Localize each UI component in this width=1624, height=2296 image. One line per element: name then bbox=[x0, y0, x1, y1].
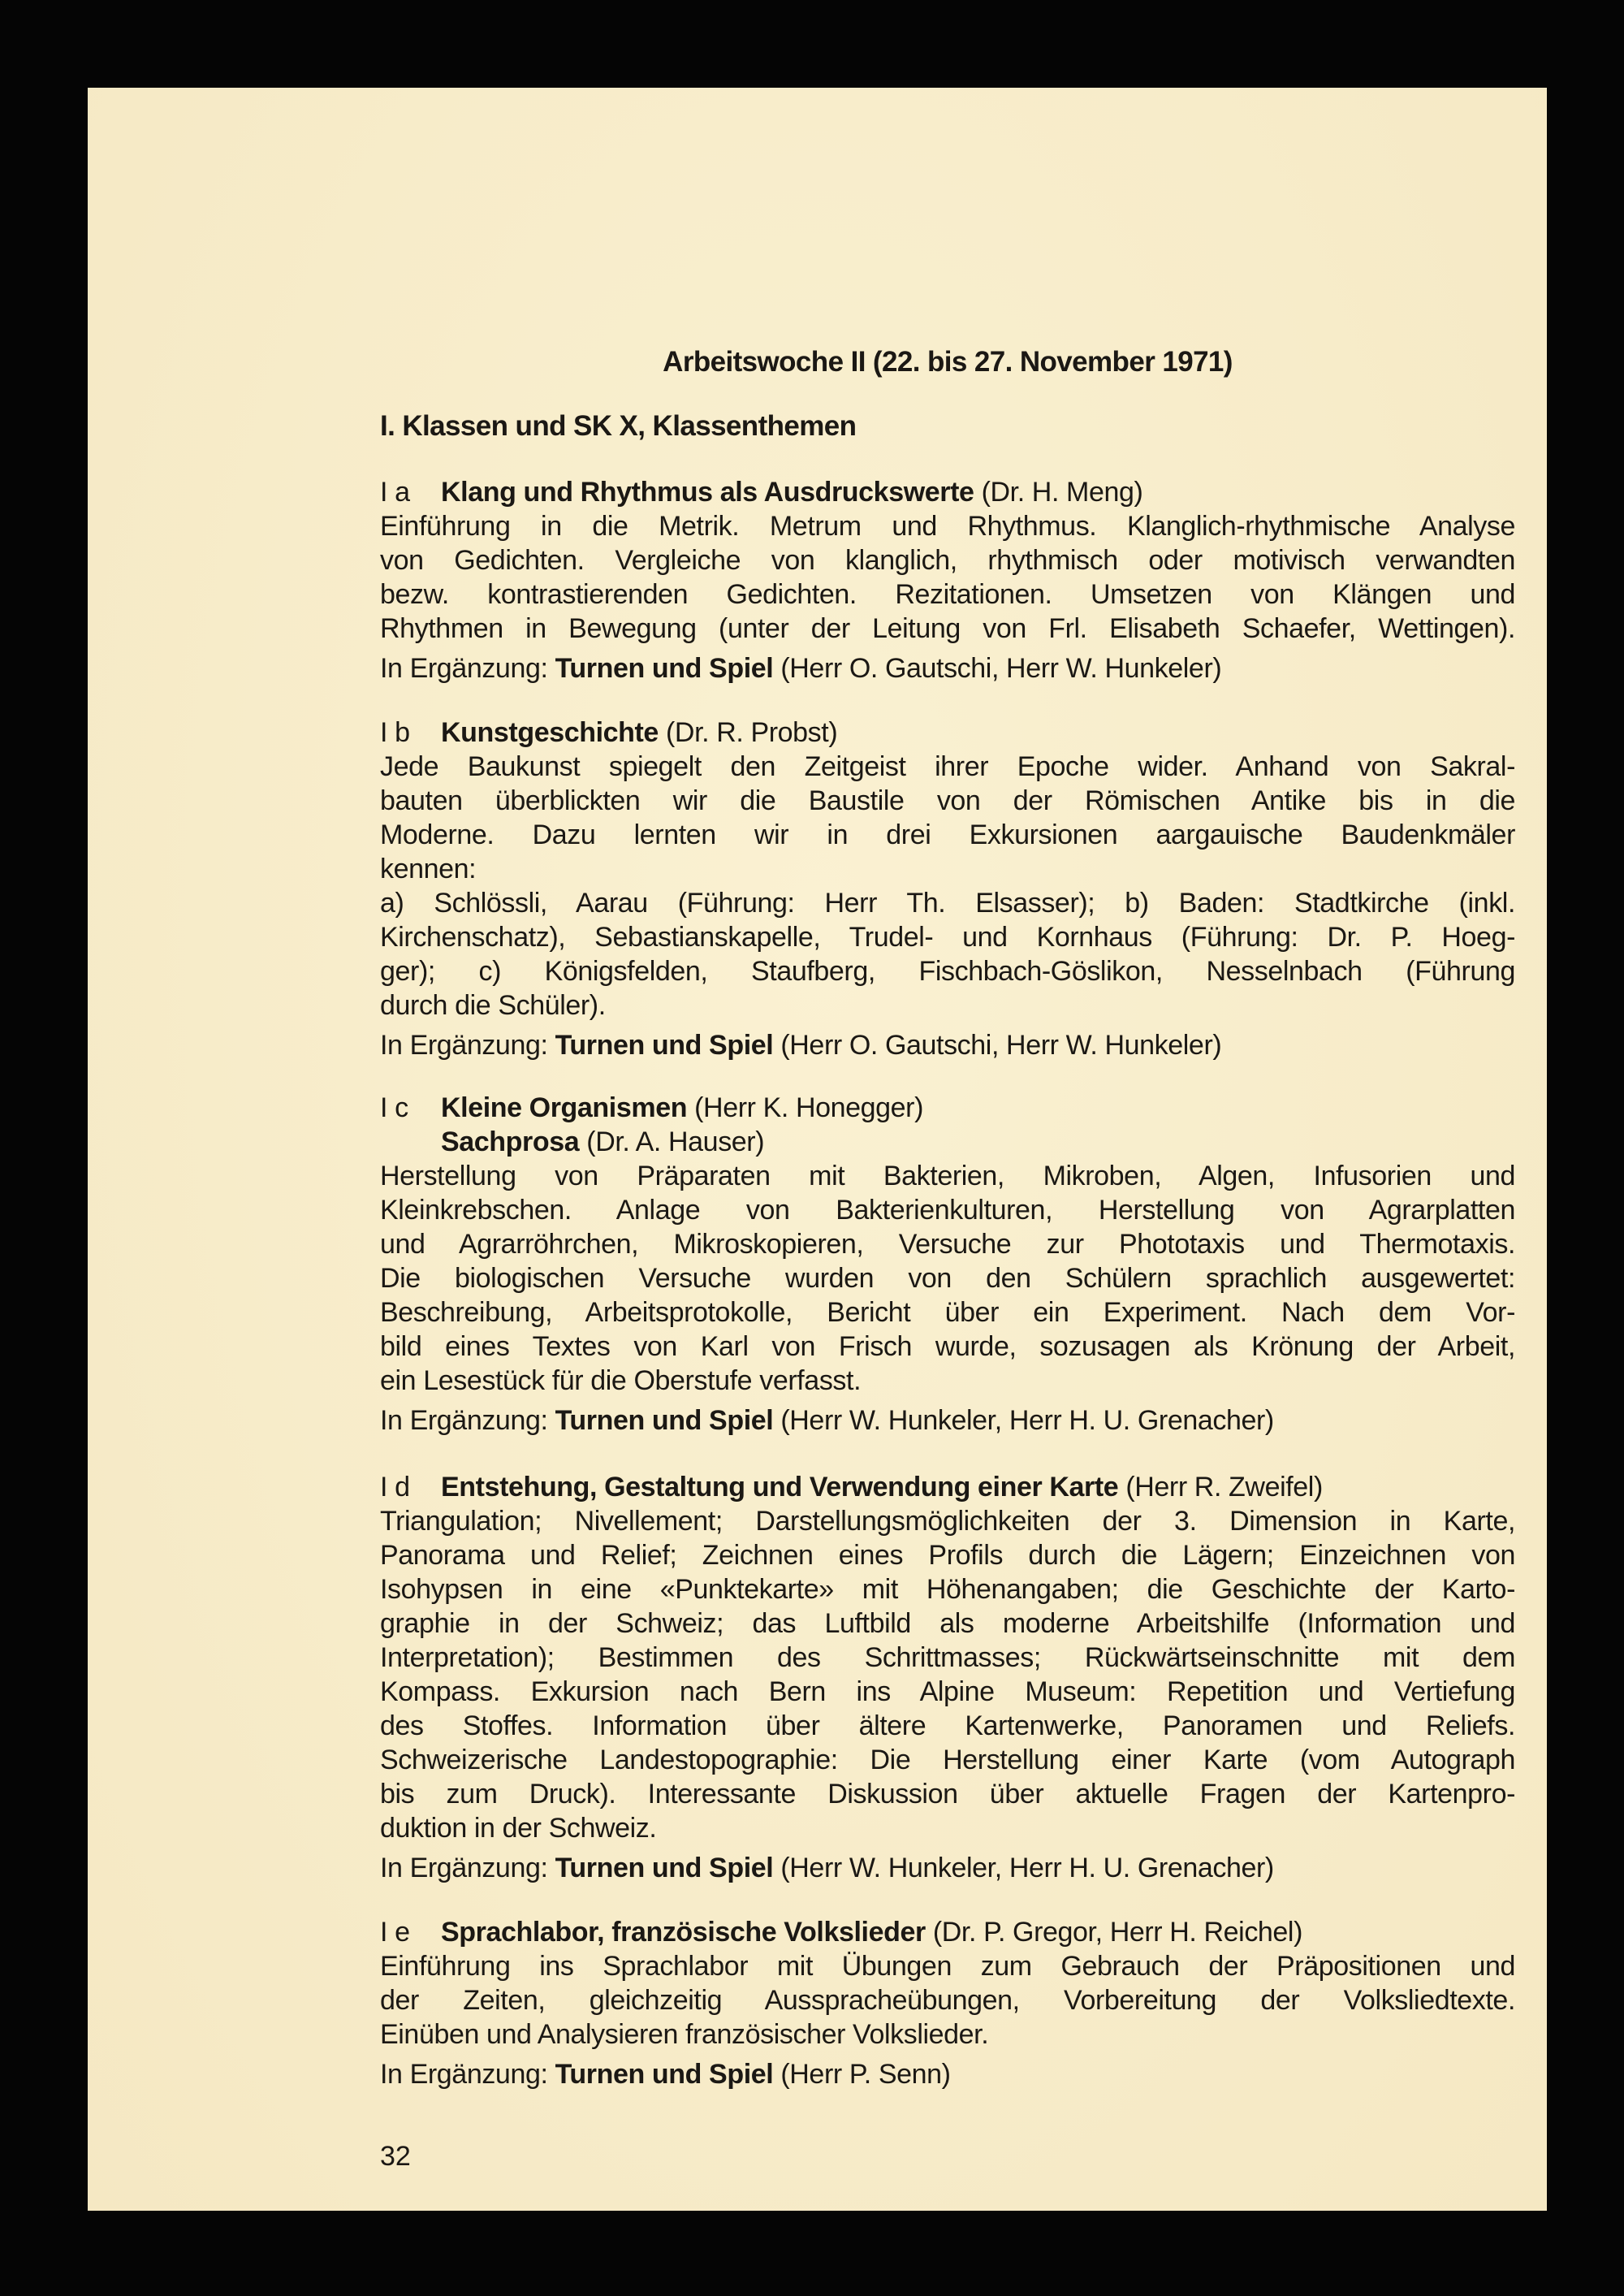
supplement-teachers: (Herr P. Senn) bbox=[773, 2059, 951, 2090]
supplement-teachers: (Herr W. Hunkeler, Herr H. U. Grenacher) bbox=[773, 1853, 1274, 1883]
topic-heading bbox=[380, 1125, 1515, 1159]
supplement-prefix: In Ergänzung: bbox=[380, 1405, 555, 1436]
supplement-line bbox=[380, 1851, 1515, 1885]
body-text-line: durch die Schüler). bbox=[380, 990, 606, 1021]
supplement-teachers: (Herr O. Gautschi, Herr W. Hunkeler) bbox=[773, 1030, 1222, 1061]
body-text-line: Schweizerische Landestopographie: Die Herstellung einer Karte (vom Autograph bbox=[380, 1745, 1515, 1775]
body-text-line: Kirchenschatz), Sebastianskapelle, Trudel- und Kornhaus (Führung: Dr. P. Hoeg- bbox=[380, 922, 1515, 953]
section-heading: I. Klassen und SK X, Klassenthemen bbox=[380, 410, 857, 442]
topic-title: Sprachlabor, französische Volkslieder bbox=[441, 1917, 926, 1948]
topic-heading bbox=[380, 475, 1515, 509]
body-text-line: Einführung ins Sprachlabor mit Übungen zum Gebrauch der Präpositionen und bbox=[380, 1951, 1515, 1982]
class-topic-section bbox=[380, 475, 1515, 685]
topic-title: Kunstgeschichte bbox=[441, 717, 659, 748]
body-text-line: und Agrarröhrchen, Mikroskopieren, Versuche zur Phototaxis und Thermotaxis. bbox=[380, 1229, 1515, 1260]
supplement-prefix: In Ergänzung: bbox=[380, 653, 555, 684]
body-text-line: bild eines Textes von Karl von Frisch wurde, sozusagen als Krönung der Arbeit, bbox=[380, 1331, 1515, 1362]
topic-teacher: (Dr. A. Hauser) bbox=[579, 1126, 765, 1157]
supplement-prefix: In Ergänzung: bbox=[380, 1030, 555, 1061]
body-text-line: graphie in der Schweiz; das Luftbild als moderne Arbeitshilfe (Information und bbox=[380, 1608, 1515, 1639]
body-text-line: ger); c) Königsfelden, Staufberg, Fischbach-Göslikon, Nesselnbach (Führung bbox=[380, 956, 1515, 987]
body-text-line: Einführung in die Metrik. Metrum und Rhythmus. Klanglich-rhythmische Analyse bbox=[380, 511, 1515, 542]
supplement-subject: Turnen und Spiel bbox=[555, 1853, 774, 1883]
body-text-line: Beschreibung, Arbeitsprotokolle, Bericht über ein Experiment. Nach dem Vor- bbox=[380, 1297, 1515, 1328]
topic-heading bbox=[380, 1091, 1515, 1125]
body-text-line: a) Schlössli, Aarau (Führung: Herr Th. Elsasser); b) Baden: Stadtkirche (inkl. bbox=[380, 888, 1515, 919]
topic-title: Sachprosa bbox=[441, 1126, 580, 1157]
supplement-prefix: In Ergänzung: bbox=[380, 1853, 555, 1883]
class-code: I c bbox=[380, 1092, 408, 1123]
supplement-subject: Turnen und Spiel bbox=[555, 2059, 774, 2090]
body-text-line: bauten überblickten wir die Baustile von der Römischen Antike bis in die bbox=[380, 785, 1515, 816]
body-text-line: Isohypsen in eine «Punktekarte» mit Höhenangaben; die Geschichte der Karto- bbox=[380, 1574, 1515, 1605]
class-topic-section bbox=[380, 1915, 1515, 2091]
supplement-teachers: (Herr O. Gautschi, Herr W. Hunkeler) bbox=[773, 653, 1222, 684]
supplement-line bbox=[380, 1403, 1515, 1438]
topic-title: Entstehung, Gestaltung und Verwendung einer Karte bbox=[441, 1472, 1119, 1503]
class-code: I a bbox=[380, 477, 410, 508]
document-page bbox=[88, 88, 1547, 2211]
supplement-teachers: (Herr W. Hunkeler, Herr H. U. Grenacher) bbox=[773, 1405, 1274, 1436]
topic-heading bbox=[380, 716, 1515, 750]
body-text-line: Die biologischen Versuche wurden von den Schülern sprachlich ausgewertet: bbox=[380, 1263, 1515, 1294]
body-text-line: der Zeiten, gleichzeitig Ausspracheübungen, Vorbereitung der Volksliedtexte. bbox=[380, 1985, 1515, 2016]
body-text-line: bis zum Druck). Interessante Diskussion über aktuelle Fragen der Kartenpro- bbox=[380, 1779, 1515, 1810]
body-text-line: Einüben und Analysieren französischer Volkslieder. bbox=[380, 2019, 989, 2050]
class-code: I b bbox=[380, 717, 410, 748]
supplement-prefix: In Ergänzung: bbox=[380, 2059, 555, 2090]
topic-title: Klang und Rhythmus als Ausdruckswerte bbox=[441, 477, 974, 508]
body-text-line: kennen: bbox=[380, 854, 477, 884]
topic-heading bbox=[380, 1470, 1515, 1504]
topic-teacher: (Herr K. Honegger) bbox=[687, 1092, 924, 1123]
class-topic-section bbox=[380, 716, 1515, 1062]
class-topic-section bbox=[380, 1091, 1515, 1438]
body-text-line: ein Lesestück für die Oberstufe verfasst. bbox=[380, 1365, 862, 1396]
topic-teacher: (Dr. P. Gregor, Herr H. Reichel) bbox=[925, 1917, 1303, 1948]
supplement-line bbox=[380, 2057, 1515, 2091]
body-text-line: Panorama und Relief; Zeichnen eines Profils durch die Lägern; Einzeichnen von bbox=[380, 1540, 1515, 1571]
topic-title: Kleine Organismen bbox=[441, 1092, 688, 1123]
topic-heading bbox=[380, 1915, 1515, 1949]
body-text-line: duktion in der Schweiz. bbox=[380, 1813, 657, 1844]
body-text-line: Moderne. Dazu lernten wir in drei Exkursionen aargauische Baudenkmäler bbox=[380, 819, 1515, 850]
body-text-line: Herstellung von Präparaten mit Bakterien, Mikroben, Algen, Infusorien und bbox=[380, 1161, 1515, 1191]
body-text-line: Interpretation); Bestimmen des Schrittmasses; Rückwärtseinschnitte mit dem bbox=[380, 1642, 1515, 1673]
topic-teacher: (Herr R. Zweifel) bbox=[1118, 1472, 1323, 1503]
body-text-line: von Gedichten. Vergleiche von klanglich, rhythmisch oder motivisch verwandten bbox=[380, 545, 1515, 576]
topic-teacher: (Dr. R. Probst) bbox=[658, 717, 838, 748]
supplement-line bbox=[380, 1028, 1515, 1062]
body-text-line: Jede Baukunst spiegelt den Zeitgeist ihrer Epoche wider. Anhand von Sakral- bbox=[380, 751, 1515, 782]
body-text-line: Kleinkrebschen. Anlage von Bakterienkulturen, Herstellung von Agrarplatten bbox=[380, 1195, 1515, 1226]
class-code: I e bbox=[380, 1917, 410, 1948]
class-topic-section bbox=[380, 1470, 1515, 1885]
topic-teacher: (Dr. H. Meng) bbox=[974, 477, 1143, 508]
page-title: Arbeitswoche II (22. bis 27. November 1971) bbox=[663, 346, 1233, 378]
supplement-line bbox=[380, 651, 1515, 685]
page-number: 32 bbox=[380, 2141, 411, 2172]
supplement-subject: Turnen und Spiel bbox=[555, 1405, 774, 1436]
body-text-line: Triangulation; Nivellement; Darstellungsmöglichkeiten der 3. Dimension in Karte, bbox=[380, 1506, 1515, 1537]
body-text-line: Kompass. Exkursion nach Bern ins Alpine Museum: Repetition und Vertiefung bbox=[380, 1676, 1515, 1707]
class-code: I d bbox=[380, 1472, 410, 1503]
body-text-line: bezw. kontrastierenden Gedichten. Rezitationen. Umsetzen von Klängen und bbox=[380, 579, 1515, 610]
supplement-subject: Turnen und Spiel bbox=[555, 653, 774, 684]
supplement-subject: Turnen und Spiel bbox=[555, 1030, 774, 1061]
body-text-line: des Stoffes. Information über ältere Kartenwerke, Panoramen und Reliefs. bbox=[380, 1710, 1515, 1741]
body-text-line: Rhythmen in Bewegung (unter der Leitung von Frl. Elisabeth Schaefer, Wettingen). bbox=[380, 613, 1515, 644]
